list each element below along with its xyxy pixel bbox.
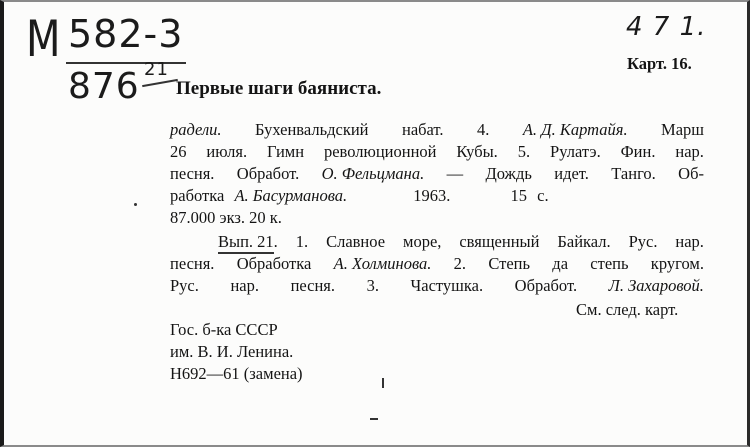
desc-line-4: работка А. Басурманова. 1963. 15 с.: [170, 186, 549, 205]
top-right-note: 4 7 1.: [626, 12, 707, 42]
desc-line-1: радели. Бухенвальдский набат. 4. А. Д. Картайя. Марш: [170, 120, 704, 139]
card-title: Первые шаги баяниста.: [176, 78, 382, 99]
desc-line-3: песня. Обработ. О. Фельцмана. — Дождь идет. Танго. Об-: [170, 164, 704, 183]
see-next-card: См. след. карт.: [576, 300, 679, 319]
desc-line-2: 26 июля. Гимн революционной Кубы. 5. Рулатэ. Фин. нар.: [170, 142, 704, 161]
desc-line-8: Рус. нар. песня. 3. Частушка. Обработ. Л. Захаровой.: [170, 276, 704, 295]
library-line-3: Н692—61 (замена): [170, 364, 303, 383]
scan-mark: [370, 418, 378, 420]
call-number-top: 582-3: [68, 12, 184, 56]
call-number-prefix: М: [26, 10, 62, 68]
call-number-superscript: 21: [144, 59, 169, 80]
desc-line-5: 87.000 экз. 20 к.: [170, 208, 282, 227]
scan-mark: [134, 203, 137, 206]
card-number: Карт. 16.: [627, 54, 692, 73]
call-number-underline: [142, 79, 178, 87]
desc-line-7: песня. Обработка А. Холминова. 2. Степь да степь кругом.: [170, 254, 704, 273]
library-line-1: Гос. б-ка СССР: [170, 320, 278, 339]
scan-mark: [382, 378, 384, 388]
call-number-bottom: 876: [68, 66, 140, 107]
desc-line-6: Вып. 21. 1. Славное море, священный Байкал. Рус. нар.: [218, 232, 704, 251]
library-line-2: им. В. И. Ленина.: [170, 342, 294, 361]
